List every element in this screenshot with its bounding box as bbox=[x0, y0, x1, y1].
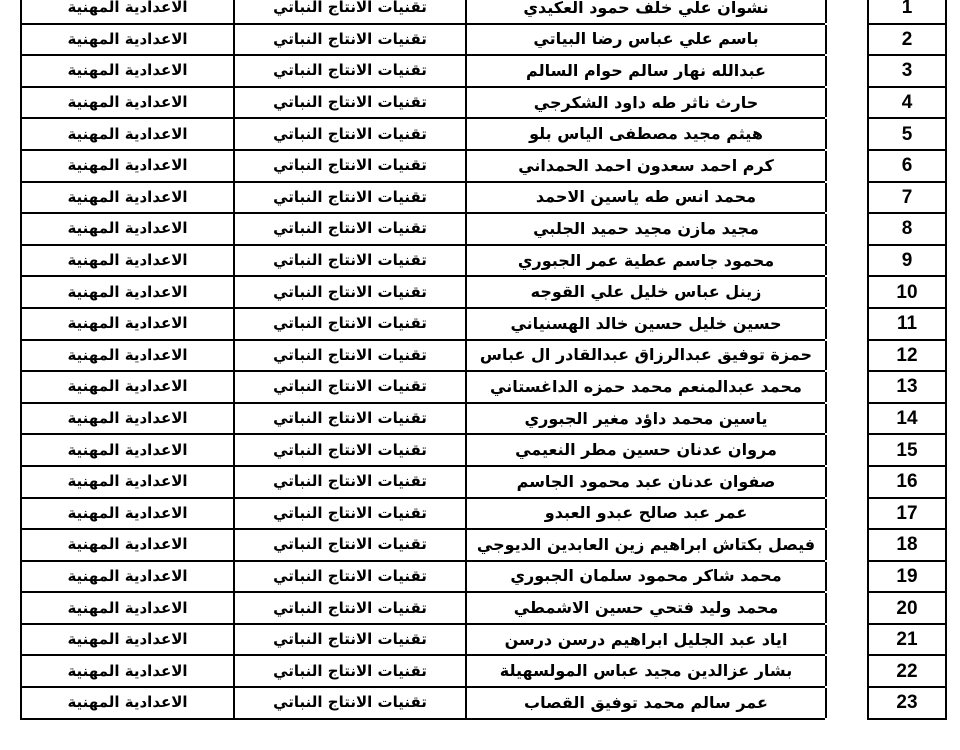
row-number-cell: 13 bbox=[868, 371, 946, 403]
specialty-cell: تقنيات الانتاج النباتي bbox=[234, 245, 466, 277]
school-cell: الاعدادية المهنية bbox=[21, 55, 234, 87]
specialty-cell: تقنيات الانتاج النباتي bbox=[234, 55, 466, 87]
row-number-cell: 3 bbox=[868, 55, 946, 87]
table-row bbox=[21, 434, 946, 466]
school-cell: الاعدادية المهنية bbox=[21, 182, 234, 214]
table-row bbox=[21, 182, 946, 214]
school-cell: الاعدادية المهنية bbox=[21, 276, 234, 308]
school-cell: الاعدادية المهنية bbox=[21, 245, 234, 277]
spacer-cell bbox=[826, 561, 868, 593]
table-row bbox=[21, 340, 946, 372]
row-number-cell: 12 bbox=[868, 340, 946, 372]
row-number-cell: 7 bbox=[868, 182, 946, 214]
spacer-cell bbox=[826, 118, 868, 150]
student-name-cell: حمزة توفيق عبدالرزاق عبدالقادر ال عباس bbox=[466, 340, 826, 372]
student-name-cell: عمر عبد صالح عبدو العبدو bbox=[466, 498, 826, 530]
row-number-cell: 1 bbox=[868, 0, 946, 24]
spacer-cell bbox=[826, 529, 868, 561]
table-row bbox=[21, 592, 946, 624]
school-cell: الاعدادية المهنية bbox=[21, 403, 234, 435]
student-name-cell: هيثم مجيد مصطفى الياس بلو bbox=[466, 118, 826, 150]
school-cell: الاعدادية المهنية bbox=[21, 529, 234, 561]
specialty-cell: تقنيات الانتاج النباتي bbox=[234, 498, 466, 530]
student-name-cell: اياد عبد الجليل ابراهيم درسن درسن bbox=[466, 624, 826, 656]
student-name-cell: ياسين محمد داؤد مغير الجبوري bbox=[466, 403, 826, 435]
row-number-cell: 21 bbox=[868, 624, 946, 656]
student-table bbox=[20, 0, 947, 720]
student-name-cell: نشوان علي خلف حمود العكيدي bbox=[466, 0, 826, 24]
student-name-cell: عبدالله نهار سالم حوام السالم bbox=[466, 55, 826, 87]
school-cell: الاعدادية المهنية bbox=[21, 118, 234, 150]
student-name-cell: مروان عدنان حسين مطر النعيمي bbox=[466, 434, 826, 466]
spacer-cell bbox=[826, 182, 868, 214]
specialty-cell: تقنيات الانتاج النباتي bbox=[234, 371, 466, 403]
spacer-cell bbox=[826, 592, 868, 624]
school-cell: الاعدادية المهنية bbox=[21, 308, 234, 340]
table-row bbox=[21, 624, 946, 656]
student-table-body bbox=[21, 0, 946, 719]
spacer-cell bbox=[826, 434, 868, 466]
table-row bbox=[21, 213, 946, 245]
student-name-cell: حسين خليل حسين خالد الهسنياني bbox=[466, 308, 826, 340]
student-name-cell: مجيد مازن مجيد حميد الجلبي bbox=[466, 213, 826, 245]
spacer-cell bbox=[826, 245, 868, 277]
spacer-cell bbox=[826, 655, 868, 687]
spacer-cell bbox=[826, 276, 868, 308]
specialty-cell: تقنيات الانتاج النباتي bbox=[234, 24, 466, 56]
spacer-cell bbox=[826, 150, 868, 182]
school-cell: الاعدادية المهنية bbox=[21, 655, 234, 687]
row-number-cell: 2 bbox=[868, 24, 946, 56]
specialty-cell: تقنيات الانتاج النباتي bbox=[234, 687, 466, 719]
student-list-sheet bbox=[20, 0, 945, 720]
student-name-cell: زينل عباس خليل علي القوجه bbox=[466, 276, 826, 308]
spacer-cell bbox=[826, 55, 868, 87]
spacer-cell bbox=[826, 0, 868, 24]
student-name-cell: بشار عزالدين مجيد عباس المولسهيلة bbox=[466, 655, 826, 687]
specialty-cell: تقنيات الانتاج النباتي bbox=[234, 182, 466, 214]
spacer-cell bbox=[826, 213, 868, 245]
student-name-cell: فيصل بكتاش ابراهيم زين العابدين الديوجي bbox=[466, 529, 826, 561]
table-row bbox=[21, 687, 946, 719]
row-number-cell: 16 bbox=[868, 466, 946, 498]
spacer-cell bbox=[826, 340, 868, 372]
row-number-cell: 15 bbox=[868, 434, 946, 466]
table-row bbox=[21, 308, 946, 340]
school-cell: الاعدادية المهنية bbox=[21, 0, 234, 24]
student-name-cell: محمد وليد فتحي حسين الاشمطي bbox=[466, 592, 826, 624]
row-number-cell: 4 bbox=[868, 87, 946, 119]
row-number-cell: 9 bbox=[868, 245, 946, 277]
specialty-cell: تقنيات الانتاج النباتي bbox=[234, 434, 466, 466]
spacer-cell bbox=[826, 687, 868, 719]
school-cell: الاعدادية المهنية bbox=[21, 87, 234, 119]
specialty-cell: تقنيات الانتاج النباتي bbox=[234, 561, 466, 593]
student-name-cell: محمد انس طه ياسين الاحمد bbox=[466, 182, 826, 214]
table-row bbox=[21, 655, 946, 687]
table-row bbox=[21, 498, 946, 530]
school-cell: الاعدادية المهنية bbox=[21, 150, 234, 182]
table-row bbox=[21, 403, 946, 435]
row-number-cell: 19 bbox=[868, 561, 946, 593]
specialty-cell: تقنيات الانتاج النباتي bbox=[234, 624, 466, 656]
specialty-cell: تقنيات الانتاج النباتي bbox=[234, 87, 466, 119]
specialty-cell: تقنيات الانتاج النباتي bbox=[234, 529, 466, 561]
student-name-cell: عمر سالم محمد توفيق القصاب bbox=[466, 687, 826, 719]
spacer-cell bbox=[826, 371, 868, 403]
row-number-cell: 18 bbox=[868, 529, 946, 561]
spacer-cell bbox=[826, 308, 868, 340]
student-name-cell: كرم احمد سعدون احمد الحمداني bbox=[466, 150, 826, 182]
row-number-cell: 17 bbox=[868, 498, 946, 530]
table-row bbox=[21, 24, 946, 56]
student-name-cell: محمد شاكر محمود سلمان الجبوري bbox=[466, 561, 826, 593]
student-name-cell: محمود جاسم عطية عمر الجبوري bbox=[466, 245, 826, 277]
row-number-cell: 14 bbox=[868, 403, 946, 435]
student-name-cell: محمد عبدالمنعم محمد حمزه الداغستاني bbox=[466, 371, 826, 403]
table-row bbox=[21, 466, 946, 498]
specialty-cell: تقنيات الانتاج النباتي bbox=[234, 655, 466, 687]
spacer-cell bbox=[826, 87, 868, 119]
row-number-cell: 20 bbox=[868, 592, 946, 624]
spacer-cell bbox=[826, 624, 868, 656]
school-cell: الاعدادية المهنية bbox=[21, 466, 234, 498]
row-number-cell: 11 bbox=[868, 308, 946, 340]
table-row bbox=[21, 371, 946, 403]
specialty-cell: تقنيات الانتاج النباتي bbox=[234, 150, 466, 182]
specialty-cell: تقنيات الانتاج النباتي bbox=[234, 0, 466, 24]
specialty-cell: تقنيات الانتاج النباتي bbox=[234, 466, 466, 498]
table-row bbox=[21, 276, 946, 308]
spacer-cell bbox=[826, 24, 868, 56]
school-cell: الاعدادية المهنية bbox=[21, 434, 234, 466]
row-number-cell: 10 bbox=[868, 276, 946, 308]
table-row bbox=[21, 118, 946, 150]
table-row bbox=[21, 87, 946, 119]
school-cell: الاعدادية المهنية bbox=[21, 371, 234, 403]
row-number-cell: 6 bbox=[868, 150, 946, 182]
spacer-cell bbox=[826, 403, 868, 435]
specialty-cell: تقنيات الانتاج النباتي bbox=[234, 308, 466, 340]
student-name-cell: حارث ناثر طه داود الشكرجي bbox=[466, 87, 826, 119]
table-row bbox=[21, 561, 946, 593]
specialty-cell: تقنيات الانتاج النباتي bbox=[234, 403, 466, 435]
spacer-cell bbox=[826, 498, 868, 530]
school-cell: الاعدادية المهنية bbox=[21, 592, 234, 624]
table-row bbox=[21, 55, 946, 87]
specialty-cell: تقنيات الانتاج النباتي bbox=[234, 118, 466, 150]
table-row bbox=[21, 245, 946, 277]
student-name-cell: باسم علي عباس رضا البياتي bbox=[466, 24, 826, 56]
spacer-cell bbox=[826, 466, 868, 498]
specialty-cell: تقنيات الانتاج النباتي bbox=[234, 213, 466, 245]
specialty-cell: تقنيات الانتاج النباتي bbox=[234, 276, 466, 308]
table-row bbox=[21, 150, 946, 182]
table-row bbox=[21, 0, 946, 24]
row-number-cell: 22 bbox=[868, 655, 946, 687]
row-number-cell: 5 bbox=[868, 118, 946, 150]
school-cell: الاعدادية المهنية bbox=[21, 624, 234, 656]
specialty-cell: تقنيات الانتاج النباتي bbox=[234, 340, 466, 372]
specialty-cell: تقنيات الانتاج النباتي bbox=[234, 592, 466, 624]
row-number-cell: 23 bbox=[868, 687, 946, 719]
school-cell: الاعدادية المهنية bbox=[21, 561, 234, 593]
table-row bbox=[21, 529, 946, 561]
school-cell: الاعدادية المهنية bbox=[21, 213, 234, 245]
school-cell: الاعدادية المهنية bbox=[21, 687, 234, 719]
row-number-cell: 8 bbox=[868, 213, 946, 245]
student-name-cell: صفوان عدنان عبد محمود الجاسم bbox=[466, 466, 826, 498]
school-cell: الاعدادية المهنية bbox=[21, 24, 234, 56]
school-cell: الاعدادية المهنية bbox=[21, 498, 234, 530]
school-cell: الاعدادية المهنية bbox=[21, 340, 234, 372]
